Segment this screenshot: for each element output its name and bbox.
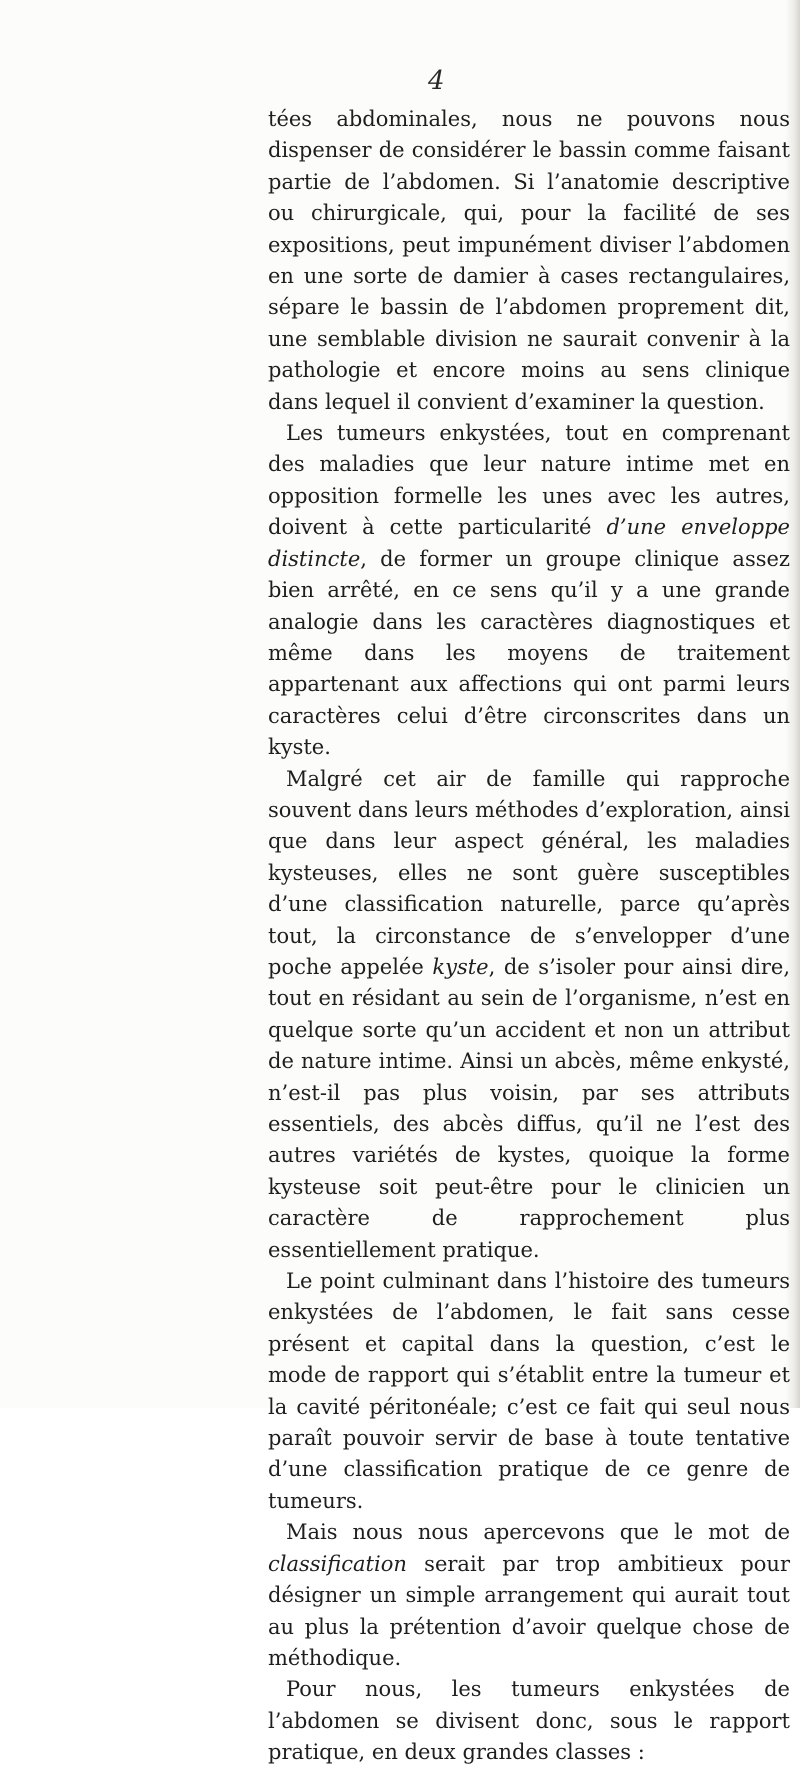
paragraph — [268, 1266, 790, 1517]
page-number: 4 — [428, 66, 445, 96]
text-run: Le point culminant dans l’histoire des tumeurs enkystées de l’abdomen, le fait sans cesse présent et capital dans la question, c’est le mode de rapport qui s’établit entre la tumeur et la cavité péritonéale; c’est ce fait qui seul nous paraît pouvoir servir de base à toute tentative d’une classification pratique de ce genre de tumeurs. — [268, 1269, 790, 1513]
italic-phrase: classification — [268, 1551, 407, 1576]
text-run: , de s’isoler pour ainsi dire, tout en résidant au sein de l’organisme, n’est en quelque sorte qu’un accident et non un attribut de nature intime. Ainsi un abcès, même enkysté, n’est-il pas plus voisin, par ses attributs essentiels, des abcès diffus, qu’il ne l’est des autres variétés de kystes, quoique la forme kysteuse soit peut-être pour le clinicien un caractère de rapprochement plus essentiellement pratique. — [268, 954, 790, 1262]
paragraph — [268, 764, 790, 1267]
text-run: Malgré cet air de famille qui rapproche souvent dans leurs méthodes d’exploration, ainsi que dans leur aspect général, les maladies kysteuses, elles ne sont guère susceptibles d’une classification naturelle, parce qu’après tout, la circonstance de s’envelopper d’une poche appelée — [268, 766, 790, 979]
body-text — [268, 104, 790, 1769]
text-run: , de former un groupe clinique assez bien arrêté, en ce sens qu’il y a une grande analogie dans les caractères diagnostiques et même dans les moyens de traitement appartenant aux affections qui ont parmi leurs caractères celui d’être circonscrites dans un kyste. — [268, 546, 790, 760]
text-run: serait par trop ambitieux pour désigner un simple arrangement qui aurait tout au plus la prétention d’avoir quelque chose de méthodique. — [268, 1551, 790, 1670]
text-run: Mais nous nous apercevons que le mot de — [286, 1520, 790, 1545]
text-run: Pour nous, les tumeurs enkystées de l’abdomen se divisent donc, sous le rapport pratique, en deux grandes classes : — [268, 1677, 790, 1765]
paragraph — [268, 1517, 790, 1674]
paragraph — [268, 1674, 790, 1768]
paragraph — [268, 104, 790, 418]
text-run: tées abdominales, nous ne pouvons nous dispenser de considérer le bassin comme faisant partie de l’abdomen. Si l’anatomie descriptive ou chirurgicale, qui, pour la facilité de ses expositions, peut impunément diviser l’abdomen en une sorte de damier à cases rectangulaires, sépare le bassin de l’abdomen proprement dit, une semblable division ne saurait convenir à la pathologie et encore moins au sens clinique dans lequel il convient d’examiner la question. — [268, 107, 790, 414]
italic-phrase: d’une enveloppe distincte — [268, 515, 790, 571]
italic-phrase: kyste — [432, 954, 489, 979]
paragraph — [268, 418, 790, 763]
text-run: Les tumeurs enkystées, tout en comprenant des maladies que leur nature intime met en opposition formelle les unes avec les autres, doivent à cette particularité — [268, 421, 790, 540]
